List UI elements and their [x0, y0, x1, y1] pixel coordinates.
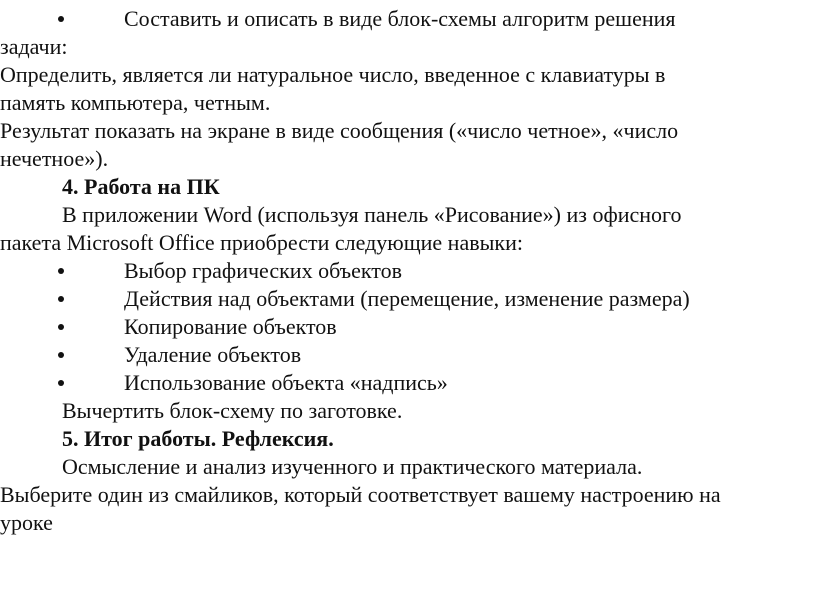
bullet-icon	[58, 352, 64, 358]
section-5-line-3: уроке	[0, 510, 53, 535]
skill-item: Выбор графических объектов	[124, 258, 402, 283]
section-4-heading: 4. Работа на ПК	[62, 174, 220, 199]
skill-item: Удаление объектов	[124, 342, 302, 367]
bullet-icon	[58, 16, 64, 22]
section-5-heading: 5. Итог работы. Рефлексия.	[62, 426, 334, 451]
task-line-2: память компьютера, четным.	[0, 90, 271, 115]
section-4-intro-line-1: В приложении Word (используя панель «Рисование») из офисного	[62, 202, 682, 227]
skill-item: Копирование объектов	[124, 314, 337, 339]
section-5-line-1: Осмысление и анализ изученного и практического материала.	[62, 454, 643, 479]
bullet-icon	[58, 296, 64, 302]
task-line-4: нечетное»).	[0, 146, 109, 171]
skill-item: Использование объекта «надпись»	[124, 370, 448, 395]
bullet-icon	[58, 380, 64, 386]
section-4-intro-line-2: пакета Microsoft Office приобрести следующие навыки:	[0, 230, 523, 255]
task-line-1: Определить, является ли натуральное число, введенное с клавиатуры в	[0, 62, 666, 87]
task-bullet-text: Составить и описать в виде блок-схемы алгоритм решения	[124, 6, 676, 31]
section-5-line-2: Выберите один из смайликов, который соответствует вашему настроению на	[0, 482, 721, 507]
bullet-icon	[58, 324, 64, 330]
task-bullet-continuation: задачи:	[0, 34, 68, 59]
bullet-icon	[58, 268, 64, 274]
section-4-instruction: Вычертить блок-схему по заготовке.	[62, 398, 403, 423]
task-line-3: Результат показать на экране в виде сообщения («число четное», «число	[0, 118, 679, 143]
skill-item: Действия над объектами (перемещение, изменение размера)	[124, 286, 690, 311]
